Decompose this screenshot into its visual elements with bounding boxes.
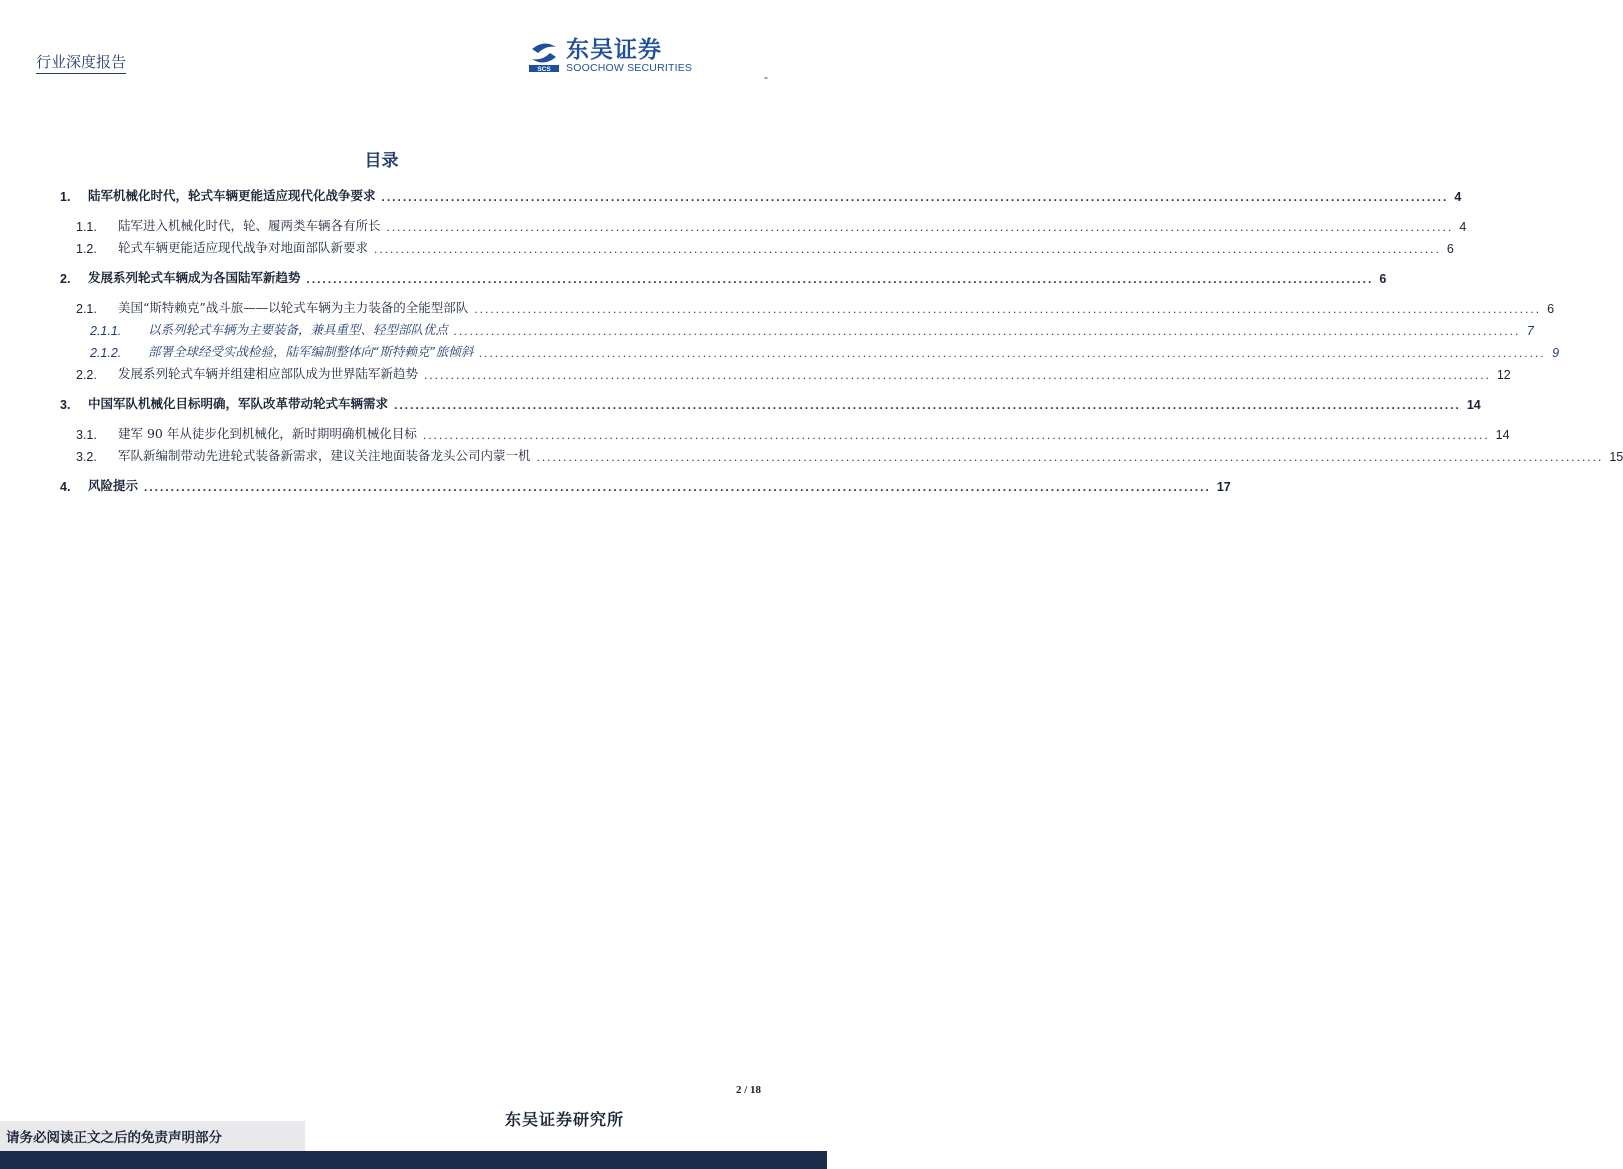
header-dash: -: [764, 70, 768, 84]
toc-entry-text: 部署全球经受实战检验，陆军编制整体向“斯特赖克”旅倾斜: [148, 344, 474, 359]
toc-entry-page: 9: [1552, 346, 1560, 360]
toc-entry-page: 15: [1609, 450, 1623, 464]
toc-entry[interactable]: [76, 362, 1511, 382]
toc-entry-number: 1.: [60, 190, 71, 204]
toc-entry[interactable]: [76, 214, 1467, 234]
toc-leader-dots: ........................................................................................................................................................................................................: [386, 220, 1454, 234]
toc-entry-page: 6: [1446, 242, 1454, 256]
toc-leader-dots: ........................................................................................................................................................................................................: [144, 480, 1211, 494]
toc-entry[interactable]: [60, 392, 1481, 412]
toc-leader-dots: ........................................................................................................................................................................................................: [422, 428, 1490, 442]
toc-entry[interactable]: [90, 340, 1560, 360]
page-number: 2 / 18: [736, 1084, 762, 1096]
logo-mark-text: SCS: [537, 66, 551, 73]
toc-entry[interactable]: [76, 236, 1454, 256]
toc-leader-dots: ........................................................................................................................................................................................................: [474, 302, 1542, 316]
toc-entry[interactable]: [76, 422, 1510, 442]
report-type-label: 行业深度报告: [36, 51, 126, 74]
soochow-logo-icon: [528, 39, 560, 73]
toc-entry[interactable]: [60, 266, 1387, 286]
toc-entry[interactable]: [60, 474, 1231, 494]
toc-entry[interactable]: [60, 184, 1462, 204]
toc-entry-number: 2.1.1.: [90, 324, 122, 338]
toc-entry-number: 1.2.: [76, 242, 97, 256]
toc-entry-number: 2.1.2.: [90, 346, 122, 360]
toc-entry[interactable]: [76, 296, 1555, 316]
toc-entry-number: 1.1.: [76, 220, 97, 234]
brand-name-en: SOOCHOW SECURITIES: [566, 62, 693, 74]
toc-entry[interactable]: [76, 444, 1623, 464]
toc-entry-text: 发展系列轮式车辆并组建相应部队成为世界陆军新趋势: [118, 366, 419, 381]
toc-entry-text: 风险提示: [88, 478, 139, 493]
toc-entry-page: 4: [1454, 190, 1462, 204]
toc-entry-text: 美国“斯特赖克”战斗旅——以轮式车辆为主力装备的全能型部队: [118, 300, 469, 315]
footer-bar: [0, 1151, 827, 1169]
toc-entry-page: 14: [1495, 428, 1510, 442]
disclaimer-banner: [0, 1121, 305, 1151]
toc-entry-text: 轮式车辆更能适应现代战争对地面部队新要求: [118, 240, 369, 255]
toc-entry-number: 4.: [60, 480, 71, 494]
toc-entry-number: 3.2.: [76, 450, 97, 464]
toc-entry-text: 陆军进入机械化时代，轮、履两类车辆各有所长: [118, 218, 381, 233]
toc-leader-dots: ........................................................................................................................................................................................................: [454, 324, 1521, 338]
disclaimer-text: 请务必阅读正文之后的免责声明部分: [6, 1130, 222, 1146]
toc-entry-page: 17: [1216, 480, 1231, 494]
toc-entry-number: 2.1.: [76, 302, 97, 316]
toc-entry-number: 2.: [60, 272, 71, 286]
toc-entry-number: 2.2.: [76, 368, 97, 382]
toc-entry-page: 6: [1379, 272, 1387, 286]
toc-entry-number: 3.1.: [76, 428, 97, 442]
toc-entry-page: 7: [1526, 324, 1534, 338]
toc-leader-dots: ........................................................................................................................................................................................................: [536, 450, 1604, 464]
toc-entry-text: 发展系列轮式车辆成为各国陆军新趋势: [88, 270, 301, 285]
brand-logo: [528, 38, 692, 74]
toc-leader-dots: ........................................................................................................................................................................................................: [374, 242, 1441, 256]
toc-entry-text: 以系列轮式车辆为主要装备，兼具重型、轻型部队优点: [148, 322, 449, 337]
toc-leader-dots: ........................................................................................................................................................................................................: [479, 346, 1547, 360]
toc-entry[interactable]: [90, 318, 1534, 338]
toc-leader-dots: ........................................................................................................................................................................................................: [381, 190, 1449, 204]
footer-organization: 东吴证券研究所: [505, 1110, 625, 1129]
toc-leader-dots: ........................................................................................................................................................................................................: [424, 368, 1491, 382]
toc-entry-number: 3.: [60, 398, 71, 412]
toc-entry-text: 军队新编制带动先进轮式装备新需求，建议关注地面装备龙头公司内蒙一机: [118, 448, 531, 463]
toc-entry-page: 12: [1496, 368, 1511, 382]
toc-leader-dots: ........................................................................................................................................................................................................: [306, 272, 1374, 286]
toc-entry-page: 6: [1547, 302, 1555, 316]
toc-leader-dots: ........................................................................................................................................................................................................: [394, 398, 1461, 412]
toc-title: 目录: [364, 151, 399, 171]
toc-entry-text: 中国军队机械化目标明确，军队改革带动轮式车辆需求: [88, 396, 389, 411]
toc-entry-page: 14: [1466, 398, 1481, 412]
brand-name-cn: 东吴证券: [566, 37, 662, 63]
toc-entry-text: 陆军机械化时代，轮式车辆更能适应现代化战争要求: [88, 188, 376, 203]
toc-entry-text: 建军 90 年从徒步化到机械化，新时期明确机械化目标: [118, 426, 417, 441]
toc-entry-page: 4: [1459, 220, 1467, 234]
